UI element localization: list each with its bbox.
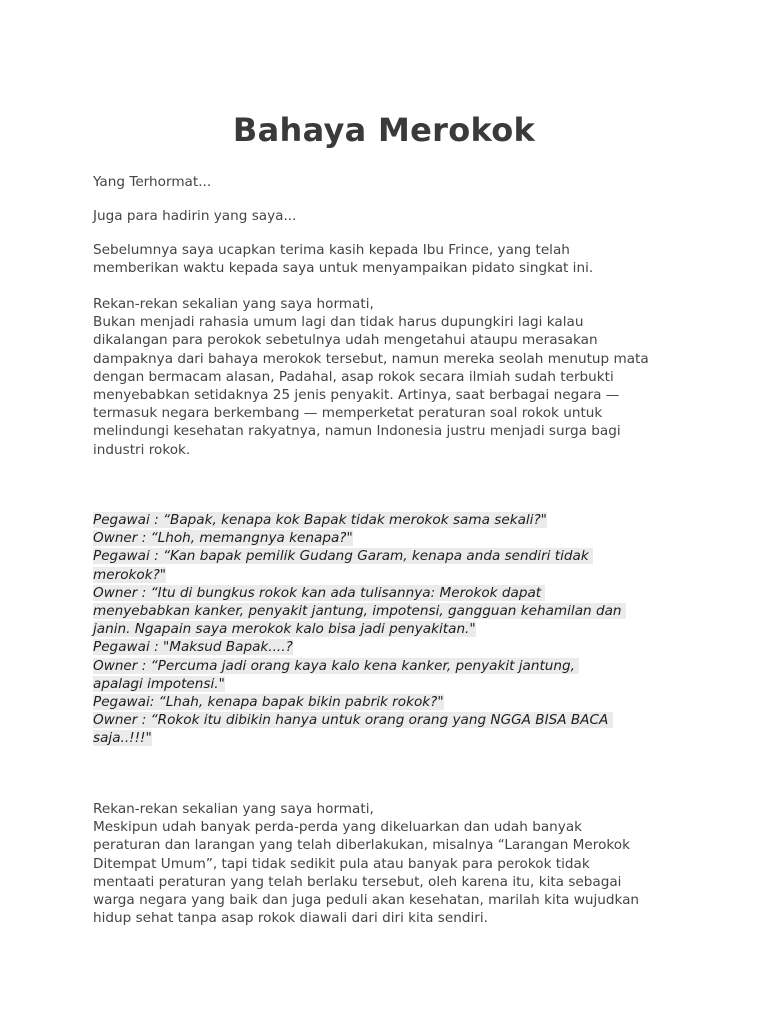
dialogue-line: Pegawai : “Kan bapak pemilik Gudang Garam, kenapa anda sendiri tidak xyxy=(93,548,594,565)
greeting-line-2 xyxy=(93,207,693,225)
dialogue-block xyxy=(93,511,693,748)
text-line: dampaknya dari bahaya merokok tersebut, namun mereka seolah menutup mata xyxy=(93,350,649,367)
dialogue-line: Owner : “Lhoh, memangnya kenapa?" xyxy=(93,530,353,547)
dialogue-line: saja..!!!" xyxy=(93,730,152,747)
text-line: Rekan-rekan sekalian yang saya hormati, xyxy=(93,296,374,312)
text-line: mentaati peraturan yang telah berlaku tersebut, oleh karena itu, kita sebagai xyxy=(93,873,622,890)
text-line: Sebelumnya saya ucapkan terima kasih kepada Ibu Frince, yang telah xyxy=(93,242,570,258)
paragraph-2 xyxy=(93,295,693,459)
dialogue-line: Owner : “Rokok itu dibikin hanya untuk orang orang yang NGGA BISA BACA xyxy=(93,712,613,729)
text-line: menyebabkan setidaknya 25 jenis penyakit. Artinya, saat berbagai negara — xyxy=(93,387,620,404)
dialogue-line: Pegawai : “Bapak, kenapa kok Bapak tidak merokok sama sekali?" xyxy=(93,512,547,528)
greeting-line-1 xyxy=(93,173,693,191)
text-line: peraturan dan larangan yang telah diberlakukan, misalnya “Larangan Merokok xyxy=(93,837,630,854)
document-title: Bahaya Merokok xyxy=(232,111,536,149)
dialogue-line: Pegawai: “Lhah, kenapa bapak bikin pabrik rokok?" xyxy=(93,694,444,711)
dialogue-line: Owner : “Percuma jadi orang kaya kalo kena kanker, penyakit jantung, xyxy=(93,657,580,674)
text-line: hidup sehat tanpa asap rokok diawali dari diri kita sendiri. xyxy=(93,910,488,927)
dialogue-line: menyebabkan kanker, penyakit jantung, impotensi, gangguan kehamilan dan xyxy=(93,603,626,620)
paragraph-3 xyxy=(93,800,693,927)
paragraph-1 xyxy=(93,241,693,277)
text-line: dikalangan para perokok sebetulnya udah mengetahui ataupu merasakan xyxy=(93,332,598,349)
dialogue-line: apalagi impotensi." xyxy=(93,675,225,692)
dialogue-line: janin. Ngapain saya merokok kalo bisa jadi penyakitan." xyxy=(93,621,476,638)
text-line: Juga para hadirin yang saya... xyxy=(93,208,297,224)
dialogue-line: Pegawai : "Maksud Bapak....? xyxy=(93,639,293,656)
dialogue-line: merokok?" xyxy=(93,566,167,583)
text-line: Rekan-rekan sekalian yang saya hormati, xyxy=(93,801,374,817)
text-line: Bukan menjadi rahasia umum lagi dan tidak harus dupungkiri lagi kalau xyxy=(93,314,584,331)
text-line: industri rokok. xyxy=(93,441,191,458)
text-line: Meskipun udah banyak perda-perda yang dikeluarkan dan udah banyak xyxy=(93,819,583,836)
text-line: warga negara yang baik dan juga peduli akan kesehatan, marilah kita wujudkan xyxy=(93,892,640,909)
text-line: dengan bermacam alasan, Padahal, asap rokok secara ilmiah sudah terbukti xyxy=(93,368,614,385)
text-line: Ditempat Umum”, tapi tidak sedikit pula atau banyak para perokok tidak xyxy=(93,855,590,872)
dialogue-line: Owner : “Itu di bungkus rokok kan ada tulisannya: Merokok dapat xyxy=(93,584,546,601)
text-line: melindungi kesehatan rakyatnya, namun Indonesia justru menjadi surga bagi xyxy=(93,423,621,440)
text-line: Yang Terhormat... xyxy=(93,174,212,190)
text-line: termasuk negara berkembang — memperketat peraturan soal rokok untuk xyxy=(93,405,603,422)
text-line: memberikan waktu kepada saya untuk menyampaikan pidato singkat ini. xyxy=(93,260,594,277)
